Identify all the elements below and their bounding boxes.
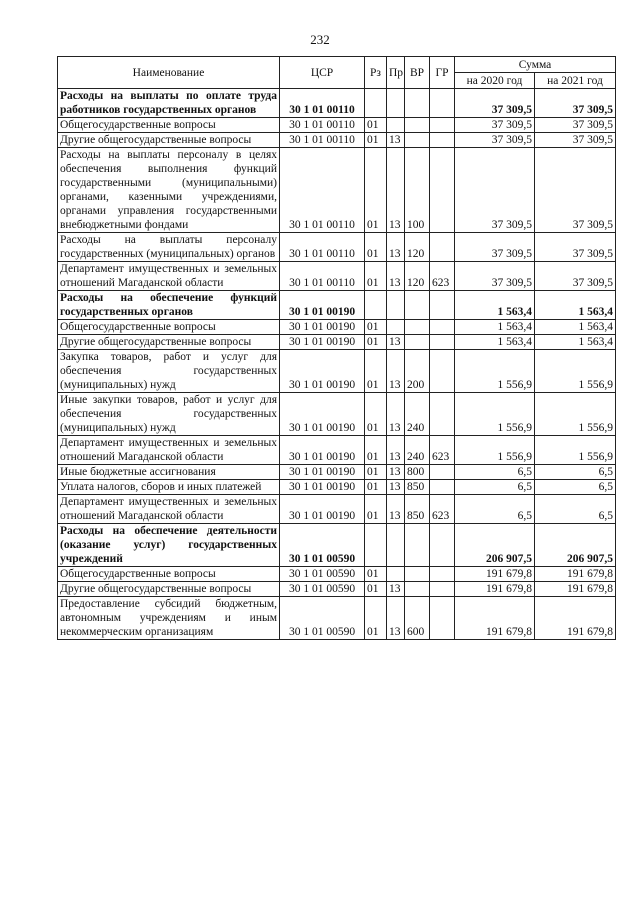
cell-gr bbox=[430, 582, 455, 597]
budget-table bbox=[57, 56, 616, 640]
cell-vr: 200 bbox=[405, 350, 430, 393]
cell-rz bbox=[365, 524, 387, 567]
cell-vr: 120 bbox=[405, 233, 430, 262]
cell-sum-2021: 1 563,4 bbox=[535, 320, 616, 335]
cell-gr bbox=[430, 465, 455, 480]
cell-pr: 13 bbox=[387, 597, 405, 640]
cell-sum-2021: 37 309,5 bbox=[535, 262, 616, 291]
cell-gr bbox=[430, 133, 455, 148]
cell-rz: 01 bbox=[365, 118, 387, 133]
cell-vr: 240 bbox=[405, 436, 430, 465]
cell-name: Расходы на обеспечение деятельности (оказание услуг) государственных учреждений bbox=[58, 524, 280, 567]
cell-gr bbox=[430, 148, 455, 233]
cell-sum-2021: 37 309,5 bbox=[535, 118, 616, 133]
cell-pr bbox=[387, 524, 405, 567]
table-row bbox=[58, 597, 616, 640]
cell-rz: 01 bbox=[365, 133, 387, 148]
cell-pr: 13 bbox=[387, 582, 405, 597]
cell-name: Департамент имущественных и земельных отношений Магаданской области bbox=[58, 495, 280, 524]
cell-gr bbox=[430, 567, 455, 582]
cell-sum-2021: 206 907,5 bbox=[535, 524, 616, 567]
table-row bbox=[58, 118, 616, 133]
cell-sum-2020: 1 563,4 bbox=[455, 335, 535, 350]
cell-rz: 01 bbox=[365, 465, 387, 480]
cell-csr: 30 1 01 00190 bbox=[280, 320, 365, 335]
cell-gr bbox=[430, 233, 455, 262]
cell-csr: 30 1 01 00190 bbox=[280, 495, 365, 524]
cell-sum-2020: 1 556,9 bbox=[455, 436, 535, 465]
cell-gr bbox=[430, 320, 455, 335]
cell-sum-2020: 206 907,5 bbox=[455, 524, 535, 567]
cell-gr bbox=[430, 393, 455, 436]
cell-name: Общегосударственные вопросы bbox=[58, 567, 280, 582]
table-row bbox=[58, 480, 616, 495]
cell-name: Иные бюджетные ассигнования bbox=[58, 465, 280, 480]
cell-vr bbox=[405, 524, 430, 567]
cell-pr: 13 bbox=[387, 133, 405, 148]
table-body bbox=[58, 89, 616, 640]
cell-vr: 100 bbox=[405, 148, 430, 233]
cell-sum-2021: 191 679,8 bbox=[535, 567, 616, 582]
cell-sum-2020: 1 556,9 bbox=[455, 350, 535, 393]
cell-sum-2020: 1 563,4 bbox=[455, 320, 535, 335]
cell-sum-2020: 37 309,5 bbox=[455, 233, 535, 262]
cell-sum-2021: 6,5 bbox=[535, 495, 616, 524]
cell-csr: 30 1 01 00190 bbox=[280, 480, 365, 495]
cell-sum-2021: 191 679,8 bbox=[535, 597, 616, 640]
header-gr: ГР bbox=[430, 57, 455, 89]
cell-vr bbox=[405, 89, 430, 118]
cell-csr: 30 1 01 00190 bbox=[280, 350, 365, 393]
cell-pr bbox=[387, 89, 405, 118]
cell-sum-2021: 1 556,9 bbox=[535, 436, 616, 465]
cell-rz: 01 bbox=[365, 567, 387, 582]
cell-vr: 120 bbox=[405, 262, 430, 291]
cell-sum-2021: 37 309,5 bbox=[535, 89, 616, 118]
table-row bbox=[58, 582, 616, 597]
table-row bbox=[58, 495, 616, 524]
cell-name: Департамент имущественных и земельных отношений Магаданской области bbox=[58, 262, 280, 291]
cell-csr: 30 1 01 00590 bbox=[280, 567, 365, 582]
cell-csr: 30 1 01 00110 bbox=[280, 262, 365, 291]
cell-csr: 30 1 01 00190 bbox=[280, 465, 365, 480]
cell-rz: 01 bbox=[365, 335, 387, 350]
cell-pr bbox=[387, 320, 405, 335]
header-rz: Рз bbox=[365, 57, 387, 89]
cell-pr: 13 bbox=[387, 335, 405, 350]
cell-sum-2021: 1 563,4 bbox=[535, 291, 616, 320]
table-row bbox=[58, 465, 616, 480]
cell-name: Другие общегосударственные вопросы bbox=[58, 335, 280, 350]
cell-sum-2020: 191 679,8 bbox=[455, 582, 535, 597]
cell-rz: 01 bbox=[365, 233, 387, 262]
table-row bbox=[58, 350, 616, 393]
header-pr: Пр bbox=[387, 57, 405, 89]
cell-sum-2021: 191 679,8 bbox=[535, 582, 616, 597]
cell-pr: 13 bbox=[387, 148, 405, 233]
cell-name: Департамент имущественных и земельных отношений Магаданской области bbox=[58, 436, 280, 465]
cell-csr: 30 1 01 00110 bbox=[280, 133, 365, 148]
cell-gr: 623 bbox=[430, 436, 455, 465]
cell-name: Уплата налогов, сборов и иных платежей bbox=[58, 480, 280, 495]
table-row bbox=[58, 320, 616, 335]
header-sum: Сумма bbox=[455, 57, 616, 73]
table-row bbox=[58, 393, 616, 436]
cell-vr: 600 bbox=[405, 597, 430, 640]
cell-sum-2021: 37 309,5 bbox=[535, 233, 616, 262]
cell-vr bbox=[405, 291, 430, 320]
cell-pr: 13 bbox=[387, 393, 405, 436]
cell-rz: 01 bbox=[365, 262, 387, 291]
cell-name: Расходы на выплаты по оплате труда работников государственных органов bbox=[58, 89, 280, 118]
cell-sum-2021: 37 309,5 bbox=[535, 148, 616, 233]
cell-csr: 30 1 01 00590 bbox=[280, 582, 365, 597]
cell-rz: 01 bbox=[365, 597, 387, 640]
cell-csr: 30 1 01 00190 bbox=[280, 291, 365, 320]
cell-gr bbox=[430, 89, 455, 118]
cell-vr bbox=[405, 320, 430, 335]
cell-sum-2021: 1 563,4 bbox=[535, 335, 616, 350]
cell-sum-2020: 1 556,9 bbox=[455, 393, 535, 436]
cell-name: Другие общегосударственные вопросы bbox=[58, 582, 280, 597]
cell-gr bbox=[430, 597, 455, 640]
cell-csr: 30 1 01 00110 bbox=[280, 118, 365, 133]
cell-rz bbox=[365, 89, 387, 118]
cell-gr bbox=[430, 524, 455, 567]
cell-sum-2021: 6,5 bbox=[535, 465, 616, 480]
table-row bbox=[58, 567, 616, 582]
cell-sum-2020: 6,5 bbox=[455, 495, 535, 524]
cell-sum-2020: 191 679,8 bbox=[455, 567, 535, 582]
cell-sum-2020: 6,5 bbox=[455, 465, 535, 480]
table-row bbox=[58, 233, 616, 262]
cell-gr bbox=[430, 480, 455, 495]
cell-vr: 240 bbox=[405, 393, 430, 436]
cell-gr bbox=[430, 350, 455, 393]
cell-name: Общегосударственные вопросы bbox=[58, 118, 280, 133]
header-vr: ВР bbox=[405, 57, 430, 89]
table-row bbox=[58, 89, 616, 118]
cell-sum-2020: 37 309,5 bbox=[455, 89, 535, 118]
cell-csr: 30 1 01 00110 bbox=[280, 89, 365, 118]
cell-name: Предоставление субсидий бюджетным, автономным учреждениям и иным некоммерческим организациям bbox=[58, 597, 280, 640]
cell-pr: 13 bbox=[387, 233, 405, 262]
cell-name: Расходы на выплаты персоналу государственных (муниципальных) органов bbox=[58, 233, 280, 262]
cell-rz: 01 bbox=[365, 393, 387, 436]
cell-vr bbox=[405, 133, 430, 148]
cell-sum-2021: 1 556,9 bbox=[535, 393, 616, 436]
table-row bbox=[58, 335, 616, 350]
cell-pr: 13 bbox=[387, 262, 405, 291]
header-year-2021: на 2021 год bbox=[535, 73, 616, 89]
cell-sum-2020: 6,5 bbox=[455, 480, 535, 495]
cell-pr: 13 bbox=[387, 350, 405, 393]
cell-sum-2020: 191 679,8 bbox=[455, 597, 535, 640]
table-row bbox=[58, 291, 616, 320]
table-row bbox=[58, 262, 616, 291]
table-row bbox=[58, 436, 616, 465]
cell-pr: 13 bbox=[387, 480, 405, 495]
cell-sum-2021: 37 309,5 bbox=[535, 133, 616, 148]
cell-rz: 01 bbox=[365, 436, 387, 465]
cell-gr bbox=[430, 291, 455, 320]
cell-vr bbox=[405, 582, 430, 597]
cell-gr bbox=[430, 118, 455, 133]
cell-csr: 30 1 01 00110 bbox=[280, 148, 365, 233]
cell-vr: 800 bbox=[405, 465, 430, 480]
cell-csr: 30 1 01 00590 bbox=[280, 597, 365, 640]
cell-vr bbox=[405, 118, 430, 133]
cell-gr: 623 bbox=[430, 262, 455, 291]
header-year-2020: на 2020 год bbox=[455, 73, 535, 89]
cell-csr: 30 1 01 00190 bbox=[280, 436, 365, 465]
header-csr: ЦСР bbox=[280, 57, 365, 89]
cell-gr bbox=[430, 335, 455, 350]
cell-vr bbox=[405, 335, 430, 350]
cell-sum-2020: 37 309,5 bbox=[455, 262, 535, 291]
cell-csr: 30 1 01 00190 bbox=[280, 335, 365, 350]
cell-name: Общегосударственные вопросы bbox=[58, 320, 280, 335]
cell-sum-2021: 6,5 bbox=[535, 480, 616, 495]
page-number: 232 bbox=[310, 32, 330, 47]
cell-csr: 30 1 01 00590 bbox=[280, 524, 365, 567]
cell-csr: 30 1 01 00110 bbox=[280, 233, 365, 262]
cell-sum-2020: 37 309,5 bbox=[455, 148, 535, 233]
cell-name: Расходы на выплаты персоналу в целях обеспечения выполнения функций государственными (муниципальными) органами, казенными учреждениями, органами управления государственными внебюджетными фондами bbox=[58, 148, 280, 233]
cell-csr: 30 1 01 00190 bbox=[280, 393, 365, 436]
cell-pr bbox=[387, 118, 405, 133]
cell-gr: 623 bbox=[430, 495, 455, 524]
cell-name: Иные закупки товаров, работ и услуг для обеспечения государственных (муниципальных) нужд bbox=[58, 393, 280, 436]
table-row bbox=[58, 148, 616, 233]
cell-pr bbox=[387, 291, 405, 320]
cell-sum-2020: 37 309,5 bbox=[455, 118, 535, 133]
cell-sum-2020: 37 309,5 bbox=[455, 133, 535, 148]
table-row bbox=[58, 524, 616, 567]
cell-name: Закупка товаров, работ и услуг для обеспечения государственных (муниципальных) нужд bbox=[58, 350, 280, 393]
cell-rz: 01 bbox=[365, 495, 387, 524]
cell-pr: 13 bbox=[387, 436, 405, 465]
cell-sum-2020: 1 563,4 bbox=[455, 291, 535, 320]
header-name: Наименование bbox=[58, 57, 280, 89]
cell-rz: 01 bbox=[365, 148, 387, 233]
cell-rz: 01 bbox=[365, 320, 387, 335]
cell-pr: 13 bbox=[387, 495, 405, 524]
cell-vr: 850 bbox=[405, 480, 430, 495]
table-row bbox=[58, 133, 616, 148]
cell-name: Другие общегосударственные вопросы bbox=[58, 133, 280, 148]
cell-vr: 850 bbox=[405, 495, 430, 524]
cell-name: Расходы на обеспечение функций государственных органов bbox=[58, 291, 280, 320]
cell-rz: 01 bbox=[365, 582, 387, 597]
cell-rz: 01 bbox=[365, 350, 387, 393]
cell-rz: 01 bbox=[365, 480, 387, 495]
cell-vr bbox=[405, 567, 430, 582]
cell-pr: 13 bbox=[387, 465, 405, 480]
cell-rz bbox=[365, 291, 387, 320]
cell-sum-2021: 1 556,9 bbox=[535, 350, 616, 393]
cell-pr bbox=[387, 567, 405, 582]
